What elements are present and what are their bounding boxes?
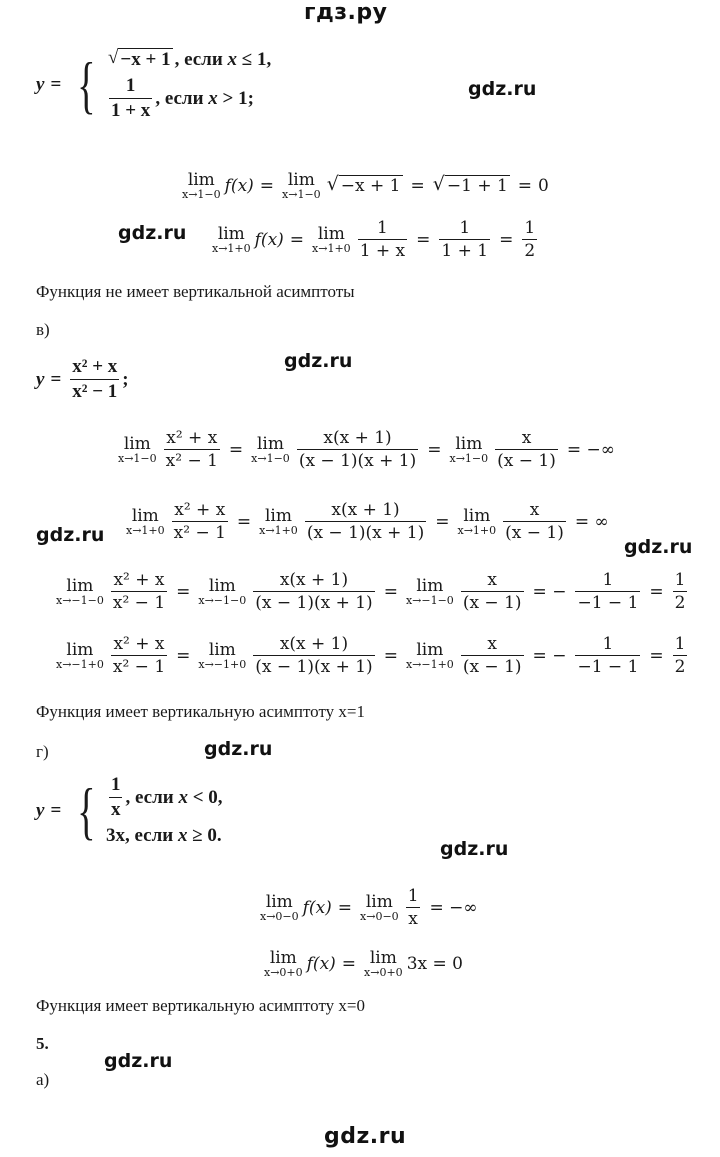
fraction-denominator: x	[110, 799, 121, 820]
equals-sign: =	[517, 175, 533, 196]
fraction-denominator: (x − 1)(x + 1)	[255, 593, 373, 613]
limit-equation-right	[262, 948, 463, 979]
limit-row: lim x→1+0 $\frac{\text{x² + x}}{\text{x² − 1}}$ = lim x→1+0 $\frac{x(x + 1)}{(x - 1)(x + 1)}$ = lim x→1+0 $\frac{x}{(x - 1)}$ = ∞	[126, 500, 609, 543]
condition-text: , если	[174, 48, 223, 70]
condition-relation: ≥ 0.	[192, 825, 222, 846]
fraction-numerator: x	[487, 570, 497, 590]
conclusion-text: Функция имеет вертикальную асимптоту x=0	[36, 996, 366, 1015]
fraction-denominator: 2	[674, 593, 686, 613]
equals-minus: = −	[532, 645, 567, 666]
fraction-numerator: x	[521, 428, 532, 448]
equals-sign: =	[410, 175, 425, 196]
lim-subscript: x→−1+0	[198, 658, 247, 671]
equals-sign: =	[50, 74, 62, 95]
watermark-label: gdz.ru	[204, 738, 273, 760]
condition-text: 3x, если	[105, 825, 174, 846]
subsection-label: а)	[36, 1070, 50, 1089]
watermark-label: gdz.ru	[440, 838, 509, 860]
watermark-label: gdz.ru	[624, 536, 693, 558]
fraction-numerator: 1	[377, 218, 388, 238]
fraction-denominator: x² − 1	[112, 593, 166, 613]
lim-label: lim	[217, 224, 245, 244]
fraction-denominator: −1 − 1	[577, 593, 639, 613]
watermark-label: gdz.ru	[104, 1050, 173, 1072]
fraction-numerator: 1	[602, 634, 614, 654]
system-row-1	[106, 774, 223, 821]
lim-subscript: x→−1+0	[405, 658, 454, 671]
system-row-1: √ −x + 1 , если x ≤ 1,	[107, 47, 272, 70]
fraction-numerator: x² + x	[174, 500, 226, 520]
fraction-numerator: x(x + 1)	[331, 500, 400, 520]
function-notation: f(x)	[306, 953, 336, 974]
y-symbol: y	[36, 74, 45, 95]
lim-subscript: x→0−0	[260, 910, 299, 923]
fraction-denominator: (x − 1)(x + 1)	[255, 657, 373, 677]
limit-equation-left: lim x→1−0 f(x) = lim x→1−0 √ −x + 1 = √ −1 + 1 = 0	[182, 170, 549, 201]
equals-sign: =	[337, 897, 353, 918]
fraction-denominator: x² − 1	[72, 381, 118, 402]
limit-expression: 3x = 0	[406, 953, 463, 974]
watermark-label: gdz.ru	[284, 350, 353, 372]
lim-subscript: x→1−0	[282, 188, 321, 201]
fraction-numerator: x² + x	[72, 356, 118, 377]
conclusion-text: Функция не имеет вертикальной асимптоты	[36, 282, 355, 301]
lim-subscript: x→1+0	[212, 242, 251, 255]
fraction-numerator: x	[529, 500, 540, 520]
fraction-numerator: x(x + 1)	[323, 428, 392, 448]
limit-row: lim x→1−0 $\frac{\text{x² + x}}{\text{x² − 1}}$ = lim x→1−0 $\frac{x(x + 1)}{(x - 1)(x + 1)}$ = lim x→1−0 $\frac{x}{(x - 1)}$ = −∞	[118, 428, 615, 471]
lim-subscript: x→1−0	[182, 188, 221, 201]
system-row-2	[106, 75, 271, 122]
lim-subscript: x→−1−0	[198, 594, 247, 607]
lim-label: lim	[265, 892, 293, 912]
condition-relation: < 0,	[192, 786, 223, 808]
lim-label: lim	[365, 892, 393, 912]
limit-result: = −∞	[429, 897, 478, 918]
lim-subscript: x→−1−0	[56, 594, 104, 607]
variable-x: x	[208, 87, 218, 109]
lim-subscript: x→0−0	[360, 910, 399, 923]
header-watermark: гдз.ру	[304, 0, 388, 25]
function-notation: f(x)	[302, 897, 332, 918]
fraction-numerator: x² + x	[113, 634, 165, 654]
equals-sign: =	[50, 368, 62, 390]
lim-label: lim	[269, 948, 297, 968]
radicand: −x + 1	[120, 49, 171, 70]
variable-x: x	[227, 48, 238, 70]
variable-x: x	[178, 786, 188, 808]
fraction-denominator: −1 − 1	[577, 657, 639, 677]
lim-subscript: x→1+0	[457, 524, 497, 537]
lim-subscript: x→0+0	[264, 966, 303, 979]
limit-row: lim x→−1+0 $\frac{\text{x² + x}}{\text{x² − 1}}$ = lim x→−1+0 $\frac{x(x + 1)}{(x - 1)(x + 1)}$ = lim x→−1+0 $\frac{x}{(x - 1)}$ = − $\frac{1}{-1 - 1}$ = $\frac{1}{2}$	[56, 634, 686, 677]
fraction-numerator: 1	[110, 774, 121, 795]
watermark-label: gdz.ru	[118, 222, 187, 244]
function-notation: f(x)	[254, 229, 284, 250]
fraction-denominator: (x − 1)	[462, 657, 522, 677]
limit-result: 0	[538, 175, 549, 196]
lim-label: lim	[187, 170, 215, 190]
lim-subscript: x→1+0	[312, 242, 351, 255]
lim-subscript: x→1−0	[118, 452, 157, 465]
radicand: −x + 1	[340, 176, 401, 196]
lim-subscript: x→1+0	[126, 524, 165, 537]
equals-sign: =	[50, 799, 62, 821]
piecewise-function-g	[36, 774, 223, 847]
y-symbol: y	[36, 799, 45, 821]
fraction-denominator: 1 + x	[359, 241, 406, 261]
limit-equation-left	[258, 886, 484, 929]
equals-sign: =	[416, 229, 431, 250]
radicand: −1 + 1	[446, 176, 508, 196]
fraction-denominator: x² − 1	[173, 523, 226, 543]
system-row-2	[106, 825, 223, 847]
fraction-numerator: 1	[459, 218, 471, 238]
fraction-denominator: (x − 1)(x + 1)	[306, 523, 425, 543]
limit-equation-right	[210, 218, 540, 261]
condition-text: , если	[155, 87, 204, 109]
equals-sign: =	[259, 175, 275, 196]
fraction-denominator: (x − 1)	[505, 523, 564, 543]
lim-subscript: x→0+0	[364, 966, 403, 979]
fraction-numerator: x	[487, 634, 497, 654]
lim-subscript: x→−1+0	[56, 658, 104, 671]
variable-x: x	[177, 825, 188, 846]
equals-sign: =	[499, 229, 514, 250]
condition-relation: > 1;	[222, 87, 254, 109]
fraction-numerator: 1	[407, 886, 419, 906]
lim-subscript: x→1−0	[251, 452, 290, 465]
function-definition-v	[36, 356, 129, 403]
function-notation: f(x)	[224, 175, 254, 196]
fraction-denominator: x² − 1	[112, 657, 166, 677]
watermark-label: gdz.ru	[36, 524, 105, 546]
semicolon: ;	[122, 368, 129, 390]
fraction-numerator: x(x + 1)	[279, 570, 349, 590]
lim-label: lim	[287, 170, 315, 190]
fraction-denominator: (x − 1)	[497, 451, 556, 471]
part-label-g: г)	[36, 742, 49, 761]
fraction-numerator: 1	[602, 570, 614, 590]
equals-sign: =	[289, 229, 305, 250]
fraction-numerator: 1	[524, 218, 536, 238]
piecewise-function-b	[36, 48, 271, 122]
fraction-denominator: 1 + 1	[441, 241, 489, 261]
equals-sign: =	[341, 953, 357, 974]
fraction-denominator: x	[408, 909, 418, 929]
lim-subscript: x→−1−0	[405, 594, 454, 607]
footer-watermark: gdz.ru	[324, 1124, 407, 1149]
fraction-denominator: 2	[674, 657, 686, 677]
fraction-denominator: 2	[524, 241, 536, 261]
conclusion-text: Функция имеет вертикальную асимптоту x=1	[36, 702, 366, 721]
fraction-numerator: 1	[125, 75, 136, 96]
fraction-numerator: x² + x	[113, 570, 165, 590]
lim-subscript: x→1−0	[449, 452, 489, 465]
fraction-numerator: x(x + 1)	[279, 634, 349, 654]
curly-brace: {	[77, 774, 96, 846]
fraction-denominator: 1 + x	[110, 100, 151, 121]
limit-result: = −∞	[566, 439, 615, 460]
watermark-label: gdz.ru	[468, 78, 537, 100]
lim-label: lim	[317, 224, 345, 244]
lim-subscript: x→1+0	[259, 524, 298, 537]
fraction-numerator: x² + x	[166, 428, 218, 448]
curly-brace: {	[77, 49, 96, 120]
fraction-numerator: 1	[674, 634, 686, 654]
lim-label: lim	[369, 948, 397, 968]
part-label-v: в)	[36, 320, 50, 339]
limit-row: lim x→−1−0 $\frac{\text{x² + x}}{\text{x² − 1}}$ = lim x→−1−0 $\frac{x(x + 1)}{(x - 1)(x + 1)}$ = lim x→−1−0 $\frac{x}{(x - 1)}$ = − $\frac{1}{-1 - 1}$ = $\frac{1}{2}$	[56, 570, 686, 613]
lim-label: lim	[123, 434, 151, 454]
fraction-denominator: x² − 1	[165, 451, 218, 471]
equals-minus: = −	[532, 581, 567, 602]
fraction-denominator: (x − 1)	[462, 593, 522, 613]
condition-relation: ≤ 1,	[241, 48, 272, 70]
y-symbol: y	[36, 368, 45, 390]
fraction-denominator: (x − 1)(x + 1)	[298, 451, 417, 471]
section-number: 5.	[36, 1034, 49, 1053]
condition-text: , если	[125, 786, 174, 808]
limit-result: = ∞	[574, 511, 609, 532]
fraction-numerator: 1	[674, 570, 686, 590]
